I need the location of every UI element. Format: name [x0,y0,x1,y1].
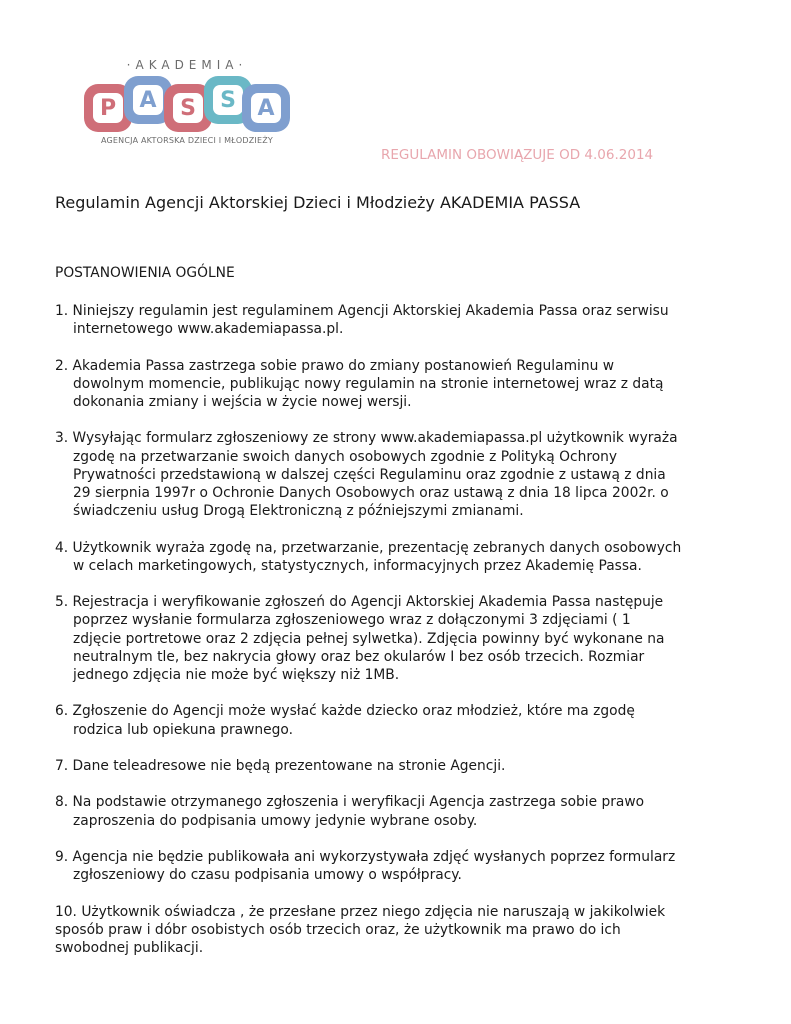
item-line: Prywatności przedstawioną w dalszej części Regulaminu oraz zgodnie z ustawą z dnia [73,466,666,483]
logo-letter: P [93,93,123,123]
akademia-passa-logo [84,58,290,150]
logo-tile [242,84,290,132]
item-line: 5. Rejestracja i weryfikowanie zgłoszeń do Agencji Aktorskiej Akademia Passa następuje [55,594,664,611]
item-line: dokonania zmiany i wejścia w życie nowej wersji. [73,394,412,410]
item-line: 10. Użytkownik oświadcza , że przesłane przez niego zdjęcia nie naruszają w jakikolwiek [55,903,666,920]
list-item [55,903,755,958]
item-line: 1. Niniejszy regulamin jest regulaminem Agencji Aktorskiej Akademia Passa oraz serwisu [55,303,669,319]
logo-letter: A [133,85,163,115]
item-line: zgłoszeniowy do czasu podpisania umowy o współpracy. [73,867,462,884]
item-line: zaproszenia do podpisania umowy jedynie wybrane osoby. [73,812,478,829]
document-title: Regulamin Agencji Aktorskiej Dzieci i Młodzieży AKADEMIA PASSA [55,193,581,212]
item-line: 6. Zgłoszenie do Agencji może wysłać każde dziecko oraz młodzież, które ma zgodę [55,703,635,720]
item-line: internetowego www.akademiapassa.pl. [73,321,344,338]
logo-top-text: ·AKADEMIA· [126,58,248,72]
validity-date: REGULAMIN OBOWIĄZUJE OD 4.06.2014 [381,147,654,163]
item-line: 4. Użytkownik wyraża zgodę na, przetwarzanie, prezentację zebranych danych osobowych [55,539,682,556]
list-item [55,539,755,575]
item-line: w celach marketingowych, statystycznych, informacyjnych przez Akademię Passa. [73,557,642,574]
item-line: dowolnym momencie, publikując nowy regulamin na stronie internetowej wraz z datą [73,375,664,392]
item-line: sposób praw i dóbr osobistych osób trzecich oraz, że użytkownik ma prawo do ich [55,921,621,938]
list-item [55,793,755,829]
list-item [55,757,755,775]
list-item [55,357,755,412]
logo-letter: A [251,93,281,123]
item-line: 3. Wysyłając formularz zgłoszeniowy ze strony www.akademiapassa.pl użytkownik wyraża [55,430,678,447]
logo-letter: S [173,93,203,123]
regulation-list [55,302,755,975]
section-heading: POSTANOWIENIA OGÓLNE [55,265,235,281]
item-line: 9. Agencja nie będzie publikowała ani wykorzystywała zdjęć wysłanych poprzez formularz [55,848,676,865]
item-line: swobodnej publikacji. [55,939,204,956]
item-line: świadczeniu usług Drogą Elektroniczną z późniejszymi zmianami. [73,503,524,520]
item-line: 8. Na podstawie otrzymanego zgłoszenia i weryfikacji Agencja zastrzega sobie prawo [55,794,645,811]
item-line: zgodę na przetwarzanie swoich danych osobowych zgodnie z Polityką Ochrony [73,448,618,465]
list-item [55,302,755,338]
logo-letter-tiles [84,76,290,132]
item-line: jednego zdjęcia nie może być większy niż 1MB. [73,667,400,683]
item-line: neutralnym tle, bez nakrycia głowy oraz bez okularów I bez osób trzecich. Rozmiar [73,648,645,665]
logo-letter: S [213,85,243,115]
item-line: 7. Dane teleadresowe nie będą prezentowane na stronie Agencji. [55,757,506,774]
list-item [55,848,755,884]
list-item [55,429,755,520]
item-line: zdjęcie portretowe oraz 2 zdjęcia pełnej sylwetka). Zdjęcia powinny być wykonane na [73,630,665,647]
item-line: rodzica lub opiekuna prawnego. [73,721,293,738]
logo-subtitle: AGENCJA AKTORSKA DZIECI I MŁODZIEŻY [101,136,273,145]
item-line: poprzez wysłanie formularza zgłoszeniowego wraz z dołączonymi 3 zdjęciami ( 1 [73,612,631,629]
item-line: 29 sierpnia 1997r o Ochronie Danych Osobowych oraz ustawą z dnia 18 lipca 2002r. o [73,485,669,501]
list-item [55,702,755,738]
list-item [55,593,755,684]
item-line: 2. Akademia Passa zastrzega sobie prawo do zmiany postanowień Regulaminu w [55,357,615,374]
